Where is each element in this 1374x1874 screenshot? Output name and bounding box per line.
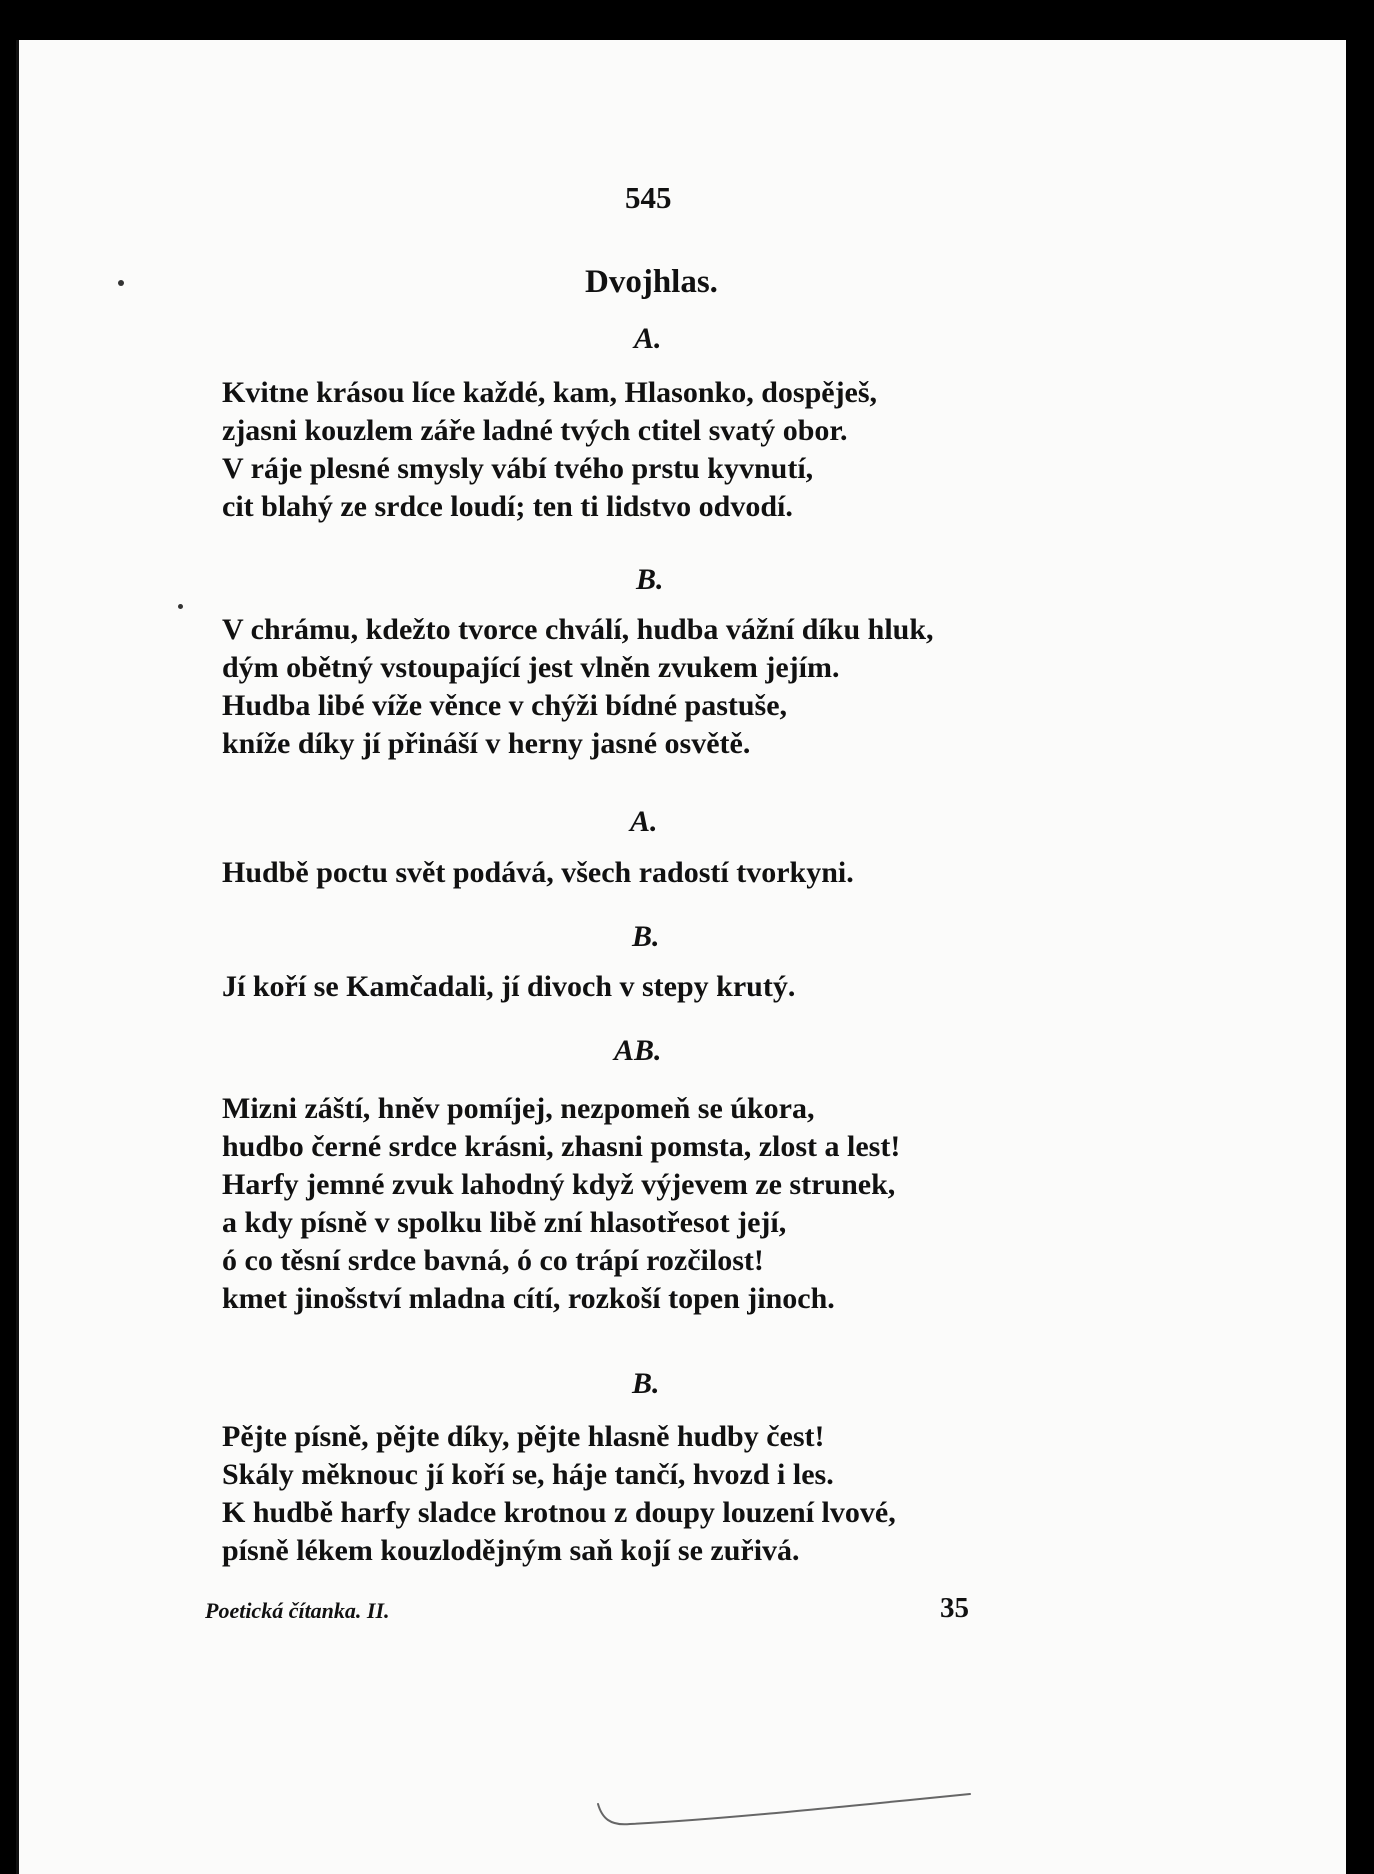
verse-line: Jí koří se Kamčadali, jí divoch v stepy krutý. <box>222 970 796 1003</box>
verse-line: cit blahý ze srdce loudí; ten ti lidstvo odvodí. <box>222 490 793 523</box>
stanza <box>222 611 934 763</box>
verse-line: V chrámu, kdežto tvorce chválí, hudba vážní díku hluk, <box>222 613 934 646</box>
poem-title: Dvojhlas. <box>585 264 718 300</box>
stanza <box>222 968 795 1006</box>
verse-line: Kvitne krásou líce každé, kam, Hlasonko, dospěješ, <box>222 376 878 409</box>
verse-line: V ráje plesné smysly vábí tvého prstu kyvnutí, <box>222 452 814 485</box>
pencil-mark <box>590 1790 990 1860</box>
verse-line: písně lékem kouzlodějným saň kojí se zuřivá. <box>222 1534 800 1567</box>
verse-line: Skály měknouc jí koří se, háje tančí, hvozd i les. <box>222 1458 834 1491</box>
verse-line: kmet jinošství mladna cítí, rozkoší topen jinoch. <box>222 1282 835 1315</box>
speck <box>178 604 183 609</box>
verse-line: kníže díky jí přináší v herny jasné osvětě. <box>222 727 751 760</box>
verse-line: Pějte písně, pějte díky, pějte hlasně hudby čest! <box>222 1420 825 1453</box>
stanza <box>222 1418 896 1570</box>
stanza <box>222 1090 900 1318</box>
verse-line: Harfy jemné zvuk lahodný když výjevem ze strunek, <box>222 1168 896 1201</box>
verse-line: hudbo černé srdce krásni, zhasni pomsta, zlost a lest! <box>222 1130 901 1163</box>
signature-mark: 35 <box>940 1592 969 1624</box>
scan-edge <box>1346 0 1374 1874</box>
section-label: B. <box>636 563 664 596</box>
verse-line: Mizni záští, hněv pomíjej, nezpomeň se úkora, <box>222 1092 815 1125</box>
verse-line: Hudba libé víže věnce v chýži bídné pastuše, <box>222 689 788 722</box>
verse-line: Hudbě poctu svět podává, všech radostí tvorkyni. <box>222 856 854 889</box>
stanza <box>222 374 877 526</box>
verse-line: dým obětný vstoupající jest vlněn zvukem jejím. <box>222 651 840 684</box>
verse-line: ó co těsní srdce bavná, ó co trápí rozčilost! <box>222 1244 764 1277</box>
section-label: B. <box>632 920 660 953</box>
verse-line: a kdy písně v spolku libě zní hlasotřesot její, <box>222 1206 787 1239</box>
page-number: 545 <box>625 180 672 215</box>
section-label: A. <box>630 805 658 838</box>
section-label: AB. <box>614 1034 662 1067</box>
section-label: A. <box>634 322 662 355</box>
book-title-footer: Poetická čítanka. II. <box>205 1598 390 1623</box>
section-label: B. <box>632 1367 660 1400</box>
verse-line: K hudbě harfy sladce krotnou z doupy louzení lvové, <box>222 1496 896 1529</box>
speck <box>118 280 124 286</box>
stanza <box>222 854 854 892</box>
verse-line: zjasni kouzlem záře ladné tvých ctitel svatý obor. <box>222 414 848 447</box>
